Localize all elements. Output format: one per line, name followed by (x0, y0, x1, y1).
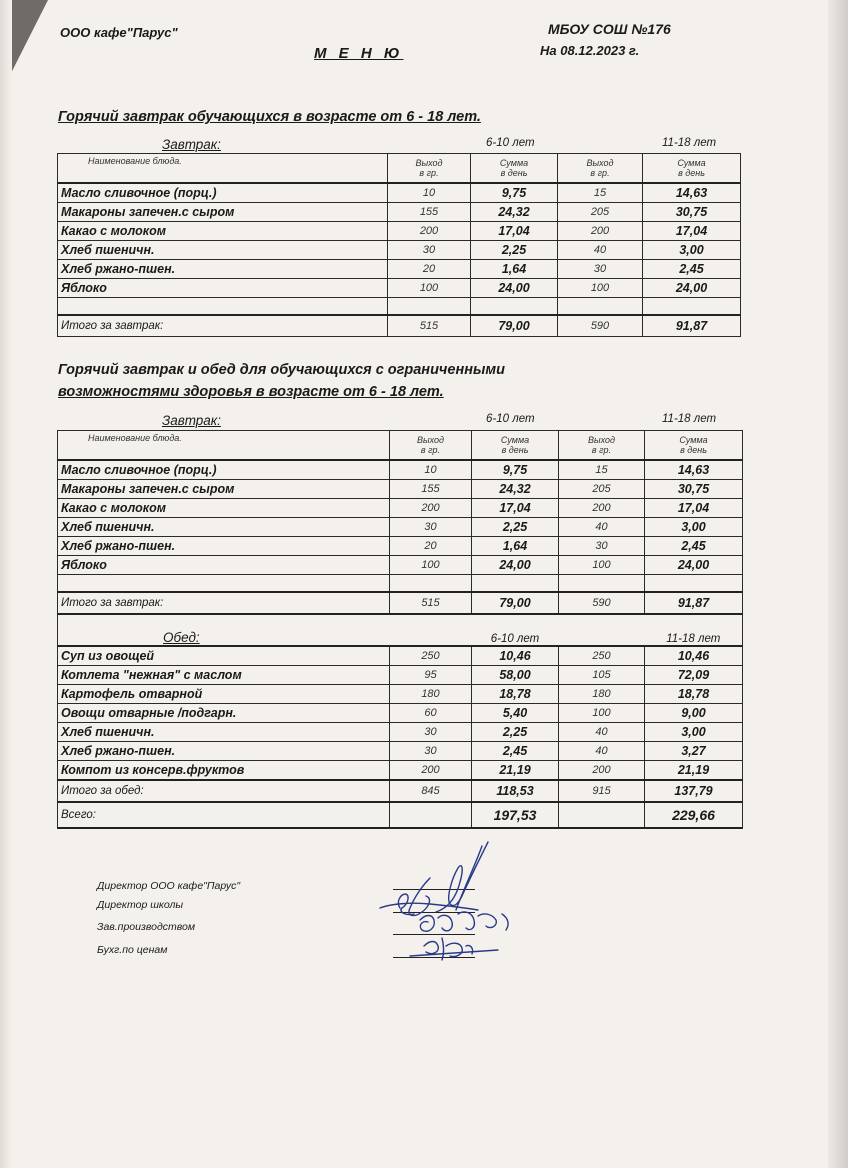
sig-production: Зав.производством (97, 921, 196, 933)
company-name: ООО кафе"Парус" (60, 25, 178, 40)
col-yield-header (390, 431, 472, 461)
yield-6-10: 200 (390, 499, 472, 518)
dish-name: Овощи отварные /подгарн. (58, 704, 390, 723)
empty-cell (390, 575, 472, 593)
handwritten-signatures (370, 838, 520, 968)
section1-title: Горячий завтрак обучающихся в возрасте от 6 - 18 лет. (58, 109, 481, 125)
yield-6-10: 30 (390, 518, 472, 537)
table-row (58, 279, 741, 298)
sum-11-18: 3,00 (645, 723, 743, 742)
table-row (58, 241, 741, 260)
table-row (58, 260, 741, 279)
yield-11-18: 590 (558, 315, 643, 337)
dish-name: Картофель отварной (58, 685, 390, 704)
dish-name: Суп из овощей (58, 646, 390, 666)
empty-cell (471, 298, 558, 316)
lunch-age-gap (559, 614, 645, 646)
yield-11-18: 30 (558, 260, 643, 279)
sum-6-10: 24,32 (472, 480, 559, 499)
yield-6-10: 30 (390, 723, 472, 742)
empty-row (58, 575, 743, 593)
sum-11-18: 10,46 (645, 646, 743, 666)
yield-6-10: 20 (388, 260, 471, 279)
empty-cell (643, 298, 741, 316)
sum-6-10: 10,46 (472, 646, 559, 666)
col-yield-l1: Выход (587, 435, 615, 445)
col-sum-l1: Сумма (677, 158, 706, 168)
dish-name: Яблоко (58, 556, 390, 575)
dish-name: Итого за завтрак: (58, 315, 388, 337)
sum-11-18: 9,00 (645, 704, 743, 723)
col-sum-l2: в день (501, 445, 529, 455)
yield-11-18: 15 (558, 183, 643, 203)
table-row (58, 646, 743, 666)
lunch-label: Обед: (58, 614, 390, 646)
dish-name: Итого за обед: (58, 780, 390, 802)
lunch-age2: 11-18 лет (645, 614, 743, 646)
table-row (58, 203, 741, 222)
lunch-age-gap (390, 614, 472, 646)
table-header-row (58, 154, 741, 184)
sum-11-18: 3,27 (645, 742, 743, 761)
yield-11-18: 200 (559, 761, 645, 781)
empty-cell (472, 575, 559, 593)
table-row (58, 537, 743, 556)
col-sum-l1: Сумма (500, 435, 530, 445)
yield-11-18: 100 (559, 704, 645, 723)
dish-name: Масло сливочное (порц.) (58, 183, 388, 203)
sum-11-18: 24,00 (645, 556, 743, 575)
sum-6-10: 18,78 (472, 685, 559, 704)
scan-left-edge (0, 0, 12, 1168)
section1-age1: 6-10 лет (486, 137, 535, 149)
table-row (58, 315, 741, 337)
sum-6-10: 1,64 (471, 260, 558, 279)
dish-name: Хлеб пшеничн. (58, 723, 390, 742)
dish-name: Макароны запечен.с сыром (58, 480, 390, 499)
yield-11-18: 105 (559, 666, 645, 685)
dish-name: Макароны запечен.с сыром (58, 203, 388, 222)
col-sum-l1: Сумма (499, 158, 529, 168)
yield-6-10: 155 (388, 203, 471, 222)
dish-name: Какао с молоком (58, 499, 390, 518)
sum-11-18: 17,04 (643, 222, 741, 241)
yield-6-10: 200 (390, 761, 472, 781)
dish-name: Хлеб пшеничн. (58, 241, 388, 260)
col-yield-header (559, 431, 645, 461)
col-sum-l2: в день (680, 445, 707, 455)
sum-11-18: 30,75 (645, 480, 743, 499)
sum-6-10: 2,25 (472, 723, 559, 742)
yield-11-18: 30 (559, 537, 645, 556)
table-row (58, 183, 741, 203)
grand-total-6-10: 197,53 (472, 802, 559, 828)
yield-11-18: 40 (559, 518, 645, 537)
section2-age1: 6-10 лет (486, 413, 535, 425)
empty-cell (645, 575, 743, 593)
yield-6-10: 250 (390, 646, 472, 666)
section2-table (57, 430, 743, 829)
menu-title: М Е Н Ю (314, 45, 404, 62)
section1-table (57, 153, 741, 337)
dish-name: Итого за завтрак: (58, 592, 390, 614)
yield-6-10: 20 (390, 537, 472, 556)
yield-6-10: 30 (388, 241, 471, 260)
dish-name: Хлеб ржано-пшен. (58, 537, 390, 556)
sum-11-18: 137,79 (645, 780, 743, 802)
sum-6-10: 58,00 (472, 666, 559, 685)
table-row (58, 780, 743, 802)
yield-11-18: 100 (558, 279, 643, 298)
yield-11-18: 200 (559, 499, 645, 518)
col-sum-header (643, 154, 741, 184)
sum-6-10: 17,04 (471, 222, 558, 241)
col-sum-header (471, 154, 558, 184)
sum-11-18: 17,04 (645, 499, 743, 518)
table-row (58, 222, 741, 241)
sum-11-18: 14,63 (643, 183, 741, 203)
yield-6-10: 200 (388, 222, 471, 241)
sum-6-10: 17,04 (472, 499, 559, 518)
sum-6-10: 24,32 (471, 203, 558, 222)
col-yield-l2: в гр. (590, 168, 610, 178)
section2-title-line2: возможностями здоровья в возрасте от 6 - 18 лет. (58, 384, 444, 400)
col-yield-l2: в гр. (420, 445, 441, 455)
table-row (58, 556, 743, 575)
yield-11-18: 100 (559, 556, 645, 575)
scan-right-edge (828, 0, 848, 1168)
grand-total-label: Всего: (58, 802, 390, 828)
yield-11-18: 915 (559, 780, 645, 802)
yield-6-10: 60 (390, 704, 472, 723)
sum-11-18: 30,75 (643, 203, 741, 222)
yield-6-10: 30 (390, 742, 472, 761)
sum-11-18: 24,00 (643, 279, 741, 298)
sum-6-10: 21,19 (472, 761, 559, 781)
section2-meal-label: Завтрак: (162, 413, 221, 428)
sum-11-18: 18,78 (645, 685, 743, 704)
yield-11-18: 40 (559, 742, 645, 761)
sum-11-18: 91,87 (643, 315, 741, 337)
col-yield-l2: в гр. (591, 445, 612, 455)
sig-director-cafe: Директор ООО кафе"Парус" (97, 880, 241, 892)
yield-11-18: 590 (559, 592, 645, 614)
sum-6-10: 9,75 (471, 183, 558, 203)
sum-11-18: 14,63 (645, 460, 743, 480)
empty-cell (388, 298, 471, 316)
menu-date: На 08.12.2023 г. (540, 43, 640, 58)
yield-6-10: 155 (390, 480, 472, 499)
col-sum-l2: в день (500, 168, 528, 178)
table-row (58, 685, 743, 704)
table-row (58, 499, 743, 518)
yield-6-10: 100 (388, 279, 471, 298)
col-yield-header (558, 154, 643, 184)
dish-name: Котлета "нежная" с маслом (58, 666, 390, 685)
grand-total-blank (390, 802, 472, 828)
col-sum-l2: в день (678, 168, 705, 178)
sum-6-10: 79,00 (472, 592, 559, 614)
table-row (58, 704, 743, 723)
table-row (58, 518, 743, 537)
col-yield-l1: Выход (586, 158, 614, 168)
table-row (58, 592, 743, 614)
sig-director-school: Директор школы (97, 899, 184, 911)
yield-11-18: 180 (559, 685, 645, 704)
dish-name: Масло сливочное (порц.) (58, 460, 390, 480)
col-sum-l1: Сумма (679, 435, 708, 445)
table-row (58, 480, 743, 499)
sum-11-18: 2,45 (643, 260, 741, 279)
col-sum-header (472, 431, 559, 461)
sum-6-10: 2,25 (472, 518, 559, 537)
sum-6-10: 24,00 (471, 279, 558, 298)
empty-cell (58, 298, 388, 316)
sum-11-18: 72,09 (645, 666, 743, 685)
yield-6-10: 10 (388, 183, 471, 203)
table-row (58, 666, 743, 685)
grand-total-11-18: 229,66 (645, 802, 743, 828)
sum-6-10: 24,00 (472, 556, 559, 575)
col-yield-header (388, 154, 471, 184)
lunch-header-row (58, 614, 743, 646)
table-row (58, 723, 743, 742)
col-yield-l1: Выход (416, 435, 444, 445)
dish-name: Хлеб ржано-пшен. (58, 260, 388, 279)
col-sum-header (645, 431, 743, 461)
col-dish-header: Наименование блюда. (58, 154, 388, 184)
yield-6-10: 515 (390, 592, 472, 614)
sum-11-18: 3,00 (645, 518, 743, 537)
yield-6-10: 95 (390, 666, 472, 685)
lunch-age1: 6-10 лет (472, 614, 559, 646)
sum-11-18: 2,45 (645, 537, 743, 556)
col-dish-header: Наименование блюда. (58, 431, 390, 461)
dish-name: Хлеб ржано-пшен. (58, 742, 390, 761)
dish-name: Какао с молоком (58, 222, 388, 241)
table-header-row (58, 431, 743, 461)
yield-6-10: 100 (390, 556, 472, 575)
empty-cell (559, 575, 645, 593)
empty-cell (558, 298, 643, 316)
empty-row (58, 298, 741, 316)
dish-name: Яблоко (58, 279, 388, 298)
yield-6-10: 10 (390, 460, 472, 480)
yield-11-18: 205 (558, 203, 643, 222)
table-row (58, 761, 743, 781)
section1-meal-label: Завтрак: (162, 137, 221, 152)
sum-6-10: 2,45 (472, 742, 559, 761)
yield-6-10: 845 (390, 780, 472, 802)
col-yield-l1: Выход (415, 158, 443, 168)
yield-6-10: 515 (388, 315, 471, 337)
dish-name: Компот из консерв.фруктов (58, 761, 390, 781)
col-yield-l2: в гр. (419, 168, 439, 178)
sig-accountant: Бухг.по ценам (97, 944, 168, 956)
grand-total-blank (559, 802, 645, 828)
yield-11-18: 40 (558, 241, 643, 260)
sum-6-10: 9,75 (472, 460, 559, 480)
sum-11-18: 91,87 (645, 592, 743, 614)
section2-age2: 11-18 лет (662, 413, 717, 425)
empty-cell (58, 575, 390, 593)
yield-6-10: 180 (390, 685, 472, 704)
sum-6-10: 118,53 (472, 780, 559, 802)
table-row (58, 742, 743, 761)
yield-11-18: 200 (558, 222, 643, 241)
dish-name: Хлеб пшеничн. (58, 518, 390, 537)
section2-title-line1: Горячий завтрак и обед для обучающихся с ограниченными (58, 362, 505, 378)
sum-6-10: 5,40 (472, 704, 559, 723)
yield-11-18: 40 (559, 723, 645, 742)
sum-6-10: 79,00 (471, 315, 558, 337)
sum-6-10: 1,64 (472, 537, 559, 556)
school-name: МБОУ СОШ №176 (548, 21, 671, 37)
section1-age2: 11-18 лет (662, 137, 717, 149)
table-row (58, 460, 743, 480)
yield-11-18: 15 (559, 460, 645, 480)
sum-6-10: 2,25 (471, 241, 558, 260)
sum-11-18: 3,00 (643, 241, 741, 260)
yield-11-18: 250 (559, 646, 645, 666)
sum-11-18: 21,19 (645, 761, 743, 781)
grand-total-row (58, 802, 743, 828)
yield-11-18: 205 (559, 480, 645, 499)
